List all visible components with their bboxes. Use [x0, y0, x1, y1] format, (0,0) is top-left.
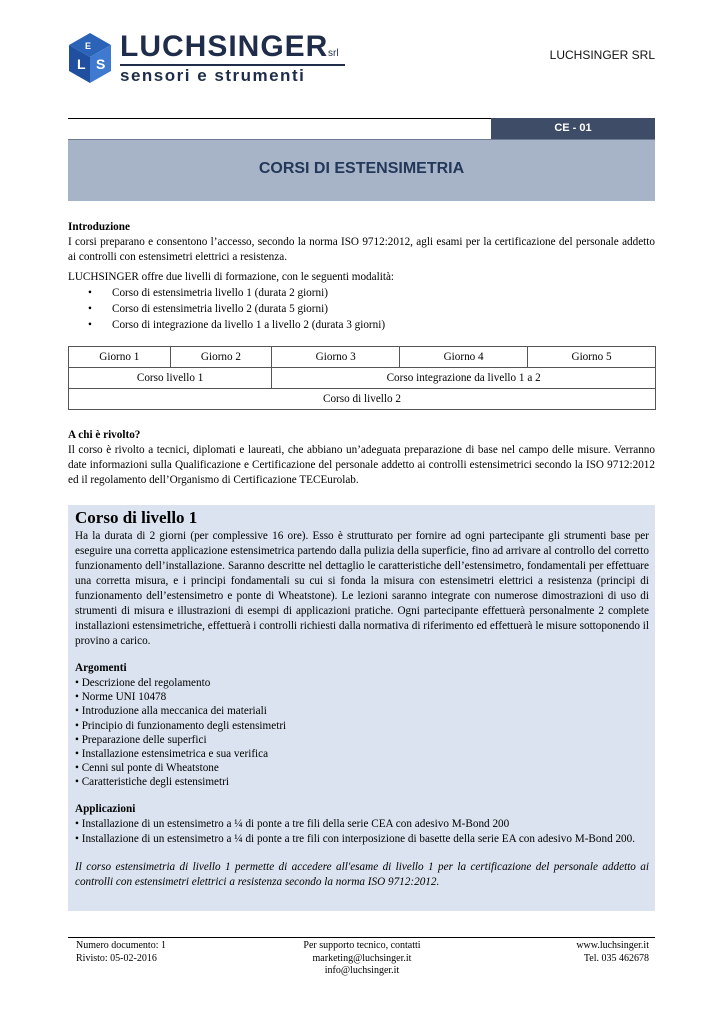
intro-section — [68, 220, 655, 265]
levels-list — [68, 285, 655, 333]
topics-heading: Argomenti — [75, 662, 127, 674]
table-row — [69, 347, 656, 368]
phone-number: Tel. 035 462678 — [583, 952, 649, 964]
table-row — [69, 368, 656, 389]
document-code: CE - 01 — [491, 118, 655, 139]
course-title: Corso di livello 1 — [75, 508, 198, 527]
revised-date: Rivisto: 05-02-2016 — [76, 952, 157, 964]
page-title: CORSI DI ESTENSIMETRIA — [258, 160, 465, 177]
day-cell: Giorno 3 — [272, 347, 400, 368]
table-row — [69, 389, 656, 410]
intro-heading: Introduzione — [68, 221, 130, 233]
svg-text:E: E — [85, 41, 92, 51]
svg-text:S: S — [96, 56, 106, 72]
day-cell: Giorno 2 — [170, 347, 272, 368]
footer-support — [262, 940, 462, 978]
support-text: Per supporto tecnico, contatti — [303, 940, 421, 951]
cube-logo-icon — [68, 32, 112, 84]
list-item: • Corso di estensimetria livello 1 (durata 2 giorni) — [68, 285, 655, 301]
list-item: • Descrizione del regolamento — [75, 677, 211, 689]
day-cell: Giorno 5 — [528, 347, 656, 368]
website-link[interactable]: www.luchsinger.it — [576, 940, 649, 951]
brand-tagline: sensori e strumenti — [120, 66, 306, 85]
list-item: • Corso di integrazione da livello 1 a livello 2 (durata 3 giorni) — [68, 317, 655, 333]
day-cell: Giorno 4 — [400, 347, 528, 368]
list-item: • Caratteristiche degli estensimetri — [75, 776, 229, 789]
offer-section — [68, 270, 655, 333]
footer-rule — [68, 937, 655, 938]
audience-section — [68, 428, 655, 488]
offer-text: LUCHSINGER offre due livelli di formazione, con le seguenti modalità: — [68, 271, 395, 283]
course-section — [75, 505, 649, 890]
brand-name: LUCHSINGER — [120, 30, 329, 63]
header-rule — [68, 118, 491, 119]
audience-body: Il corso è rivolto a tecnici, diplomati e laureati, che abbiano un’adeguata preparazione di base nel campo delle misure. Verranno date informazioni sulla Qualificazione e Certificazione del personale addetto ai controlli estensimetrici secondo la ISO 9712:2012 ed il regolamento dell’Organismo di Certificazione TECEurolab. — [68, 444, 655, 486]
footer-contacts — [500, 940, 649, 965]
list-item: • Corso di estensimetria livello 2 (durata 5 giorni) — [68, 301, 655, 317]
audience-heading: A chi è rivolto? — [68, 429, 141, 441]
list-item: • Installazione estensimetrica e sua verifica — [75, 748, 269, 761]
apps-heading: Applicazioni — [75, 802, 136, 815]
list-item: • Cenni sul ponte di Wheatstone — [75, 762, 219, 775]
course-cell: Corso livello 1 — [69, 368, 272, 389]
day-cell: Giorno 1 — [69, 347, 171, 368]
list-item: • Introduzione alla meccanica dei materiali — [75, 705, 267, 718]
list-item: • Installazione di un estensimetro a ¼ di ponte a tre fili con interposizione di basette della serie EA con adesivo M-Bond 200. — [75, 832, 636, 845]
company-name: LUCHSINGER SRL — [549, 48, 655, 62]
brand-srl: srl — [328, 48, 339, 59]
doc-number: Numero documento: 1 — [76, 940, 166, 951]
list-item: • Installazione di un estensimetro a ¼ di ponte a tre fili della serie CEA con adesivo M-Bond 200 — [75, 817, 510, 830]
list-item: • Principio di funzionamento degli estensimetri — [75, 719, 287, 732]
course-note: Il corso estensimetria di livello 1 permette di accedere all'esame di livello 1 per la certificazione del personale addetto ai controlli con estensimetri elettrici a resistenza secondo la norma ISO 9712:2012. — [75, 860, 649, 888]
list-item: • Norme UNI 10478 — [75, 691, 167, 704]
footer-doc-info — [76, 940, 166, 965]
course-cell: Corso integrazione da livello 1 a 2 — [272, 368, 656, 389]
list-item: • Preparazione delle superfici — [75, 733, 207, 746]
course-cell: Corso di livello 2 — [69, 389, 656, 410]
marketing-email-link[interactable]: marketing@luchsinger.it — [312, 952, 412, 964]
svg-text:L: L — [77, 56, 86, 72]
course-body: Ha la durata di 2 giorni (per complessive 16 ore). Esso è strutturato per fornire ad ogni partecipante gli strumenti base per eseguire una corretta applicazione estensimetrica partendo dalla pulizia della superficie, fino ad arrivare al controllo del corretto funzionamento dell’installazione. Saranno descritte nel dettaglio le caratteristiche dell’estensimetro, fondamentali per effettuare una corretta misura, e i principi fondamentali su cui si fonda la misura con estensimetri elettrici a resistenza (principi di funzionamento dell’estensimetro e ponte di Wheatstone). Le lezioni saranno integrate con numerose dimostrazioni di uso di strumenti di misura e illustrazioni di esempi di applicazioni pratiche. Ogni partecipante effettuerà personalmente 2 complete installazioni estensimetriche, effettuerà i controlli richiesti dalla normativa di riferimento ed effettuerà le misure sottoponendo il provino a carico. — [75, 530, 649, 647]
info-email-link[interactable]: info@luchsinger.it — [324, 965, 400, 976]
schedule-table — [68, 346, 656, 410]
intro-body: I corsi preparano e consentono l’accesso, secondo la norma ISO 9712:2012, agli esami per la certificazione del personale addetto ai controlli con estensimetri elettrici a resistenza. — [68, 236, 655, 263]
